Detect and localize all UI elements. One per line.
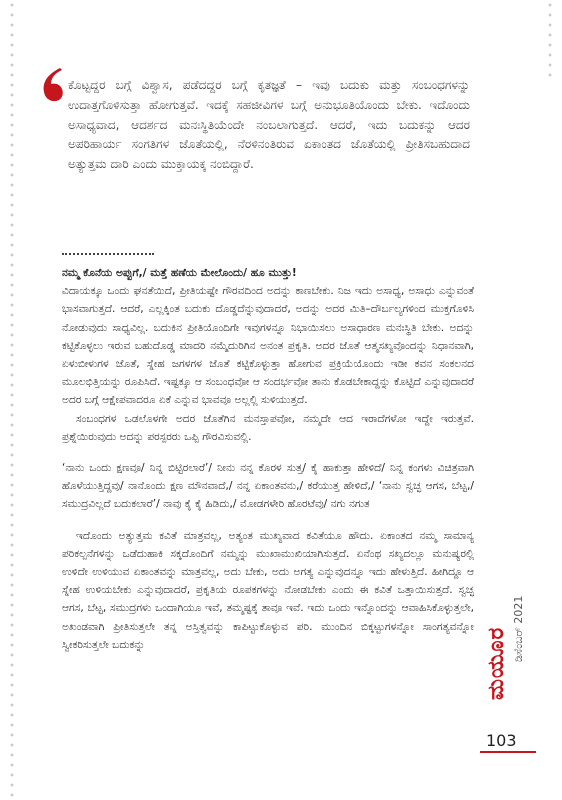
dotted-margin-left	[10, 0, 14, 800]
quote-mark-icon	[38, 66, 66, 106]
paragraph-2: ಸಂಬಂಧಗಳ ಒಡಲೊಳಗೇ ಅದರ ಜೊತೆಗಿನ ಮನಸ್ತಾಪವೋ, ನಮ್ಮದೇ ಆದ ಇರಾದೆಗಳೋ ಇದ್ದೇ ಇರುತ್ತವೆ. ಪ್ರಶ್ನೆಯಿರುವುದು ಅದನ್ನು ಪರಸ್ಪರರು ಒಪ್ಪಿ ಗೌರವಿಸುವಲ್ಲಿ.	[62, 412, 474, 443]
issue-date: ಡಿಸೆಂಬರ್ 2021	[512, 595, 525, 662]
paragraph-1: ವಿದಾಯಕ್ಕೂ ಒಂದು ಘನತೆಯಿದೆ, ಪ್ರೀತಿಯಷ್ಟೇ ಗೌರವದಿಂದ ಅದನ್ನು ಕಾಣಬೇಕು. ನಿಜ ಇದು ಅಸಾಧ್ಯ, ಅಸಾಧು ಎನ್ನುವಂತೆ ಭಾಸವಾಗುತ್ತದೆ. ಆದರೆ, ಎಲ್ಲಕ್ಕಿಂತ ಬದುಕು ದೊಡ್ಡದೆನ್ನುವುದಾದರೆ, ಅದನ್ನು ಅದರ ಮಿತಿ–ದೌರ್ಬಲ್ಯಗಳಿಂದ ಮುಕ್ತಗೊಳಿಸಿ ನೋಡುವುದು ಸಾಧ್ಯವಿಲ್ಲ. ಬದುಕಿನ ಪ್ರೀತಿಯೊಂದಿಗೇ ಇವುಗಳನ್ನೂ ನಿಭಾಯಿಸಲು ಅಸಾಧಾರಣ ಮನಃಸ್ಥಿತಿ ಬೇಕು. ಅದನ್ನು ಕಟ್ಟಿಕೊಳ್ಳಲು ಇರುವ ಬಹುದೊಡ್ಡ ಮಾದರಿ ನಮ್ಮೆದುರಿಗಿನ ಅನಂತ ಪ್ರಕೃತಿ. ಅದರ ಜೊತೆ ಆತ್ಮಸಖ್ಯವೊಂದನ್ನು ನಿಧಾನವಾಗಿ, ಏಳುಬೀಳುಗಳ ಜೊತೆ, ಸ್ನೇಹ ಜಗಳಗಳ ಜೊತೆ ಕಟ್ಟಿಕೊಳ್ಳುತ್ತಾ ಹೋಗುವ ಪ್ರಕ್ರಿಯೆಯೊಂದು ಇಡೀ ಕವನ ಸಂಕಲನದ ಮೂಲಭಿತ್ತಿಯನ್ನು ರೂಪಿಸಿದೆ. ಇಷ್ಟಕ್ಕೂ ಆ ಸಂಬಂಧವೋ ಆ ಸಂದರ್ಭವೋ ತಾನು ಕೊಡಬೇಕಾದ್ದನ್ನು ಕೊಟ್ಟಿದೆ ಎನ್ನುವುದಾದರೆ ಅದರ ಬಗ್ಗೆ ಆಕ್ಷೇಪವಾದರೂ ಏಕೆ ಎನ್ನುವ ಭಾವವೂ ಅಲ್ಲಲ್ಲಿ ಸುಳಿಯುತ್ತದೆ.	[62, 285, 475, 407]
page-number-rule	[480, 751, 536, 753]
verse-quote: ‘ನಾನು ಒಂದು ಕ್ಷಣವೂ/ ನಿನ್ನ ಬಿಟ್ಟಿರಲಾರೆ’/ ನೀನು ನನ್ನ ಕೊರಳ ಸುತ್ತ/ ಕೈ ಹಾಕುತ್ತಾ ಹೇಳಿದೆ/ ನಿನ್ನ ಕಂಗಳು ವಿಚಿತ್ರವಾಗಿ ಹೊಳೆಯುತ್ತಿದ್ದವು/ ನಾನೊಂದು ಕ್ಷಣ ಮೌನವಾದೆ,/ ನನ್ನ ಏಕಾಂತವನು,/ ಕರೆಯುತ್ತ ಹೇಳಿದೆ,/ ‘ನಾನು ಸ್ವಚ್ಛ ಆಗಸ, ಬೆಟ್ಟ,/ ಸಮುದ್ರವಿಲ್ಲದೆ ಬದುಕಲಾರೆ’/ ನಾವು ಕೈ ಕೈ ಹಿಡಿದು,/ ಮೋಡಗಳೇರಿ ಹೊರಟೆವು/ ನಗು ನಗುತ	[62, 462, 474, 511]
dotted-margin-right	[548, 0, 552, 80]
article-body	[62, 264, 474, 654]
page-number: 103	[486, 731, 517, 750]
section-separator	[62, 253, 154, 258]
paragraph-3: ಇದೊಂದು ಅತ್ಯುತ್ತಮ ಕವಿತೆ ಮಾತ್ರವಲ್ಲ, ಅತ್ಯಂತ ಮುಖ್ಯವಾದ ಕವಿತೆಯೂ ಹೌದು. ಏಕಾಂತದ ನಮ್ಮ ಸಾಮಾನ್ಯ ಪರಿಕಲ್ಪನೆಗಳನ್ನು ಒಡೆದುಹಾಕಿ ಸಕ್ಕದೊಂದಿಗೆ ನಮ್ಮನ್ನು ಮುಖಾಮುಖಿಯಾಗಿಸುತ್ತದೆ. ಏನೆಂಥ ಸಖ್ಯದಲ್ಲೂ ಮನುಷ್ಯರಲ್ಲಿ ಉಳಿದೇ ಉಳಿಯುವ ಏಕಾಂತವನ್ನು ಮಾತ್ರವಲ್ಲ, ಅದು ಬೇಕು, ಅದು ಅಗತ್ಯ ಎನ್ನುವುದನ್ನೂ ಇದು ಹೇಳುತ್ತಿದೆ. ಹೀಗಿದ್ದೂ ಆ ಸ್ನೇಹ ಉಳಿಯಬೇಕು ಎನ್ನುವುದಾದರೆ, ಪ್ರಕೃತಿಯ ರೂಪಕಗಳನ್ನು ನೋಡಬೇಕು ಎಂದು ಈ ಕವಿತೆ ಒತ್ತಾಯಿಸುತ್ತದೆ. ಸ್ವಚ್ಛ ಆಗಸ, ಬೆಟ್ಟ, ಸಮುದ್ರಗಳು ಒಂದಾಗಿಯೂ ಇವೆ, ತಮ್ಮಷ್ಟಕ್ಕೆ ತಾವೂ ಇವೆ. ಇದು ಒಂದು ಇನ್ನೊಂದನ್ನು ಆವಾಹಿಸಿಕೊಳ್ಳುತ್ತಲೇ, ಅಖಂಡವಾಗಿ ಪ್ರೀತಿಸುತ್ತಲೇ ತನ್ನ ಅಸ್ತಿತ್ವವನ್ನು ಕಾಪಿಟ್ಟುಕೊಳ್ಳುವ ಪರಿ. ಮುಂದಿನ ಬಿಕ್ಕಟ್ಟುಗಳನ್ನೋ ಸಾಂಗತ್ಯವನ್ನೋ ಸ್ವೀಕರಿಸುತ್ತಲೇ ಬದುಕನ್ನು	[62, 529, 474, 651]
pull-quote: ಕೊಟ್ಟದ್ದರ ಬಗ್ಗೆ ವಿಶ್ವಾಸ, ಪಡೆದದ್ದರ ಬಗ್ಗೆ ಕೃತಜ್ಞತೆ – ಇವು ಬದುಕು ಮತ್ತು ಸಂಬಂಧಗಳನ್ನು ಉದಾತ್ತಗೊಳಿಸುತ್ತಾ ಹೋಗುತ್ತವೆ. ಇದಕ್ಕೆ ಸಹಜೀವಿಗಳ ಬಗ್ಗೆ ಅನುಭೂತಿಯೊಂದು ಬೇಕು. ಇದೊಂದು ಅಸಾಧ್ಯವಾದ, ಆದರ್ಶದ ಮನಃಸ್ಥಿತಿಯೆಂದೇ ನಂಬಲಾಗುತ್ತದೆ. ಆದರೆ, ಇದು ಬದುಕನ್ನು ಆದರ ಅಪರಿಹಾರ್ಯ ಸಂಗತಿಗಳ ಜೊತೆಯಲ್ಲಿ, ನೆರಳಿನಂತಿರುವ ಏಕಾಂತದ ಜೊತೆಯಲ್ಲಿ ಪ್ರೀತಿಸಬಹುದಾದ ಅತ್ಯುತ್ತಮ ದಾರಿ ಎಂದು ಮುಕ್ತಾಯಕ್ಕ ನಂಬಿದ್ದಾರೆ.	[68, 78, 470, 172]
verse-heading: ನಮ್ಮ ಕೊನೆಯ ಅಪ್ಪುಗೆ,/ ಮತ್ತೆ ಹಣೆಯ ಮೇಲೊಂದು/ ಹೂ ಮುತ್ತು!	[62, 267, 297, 279]
magazine-logo: ಮಯೂರ	[484, 626, 509, 700]
